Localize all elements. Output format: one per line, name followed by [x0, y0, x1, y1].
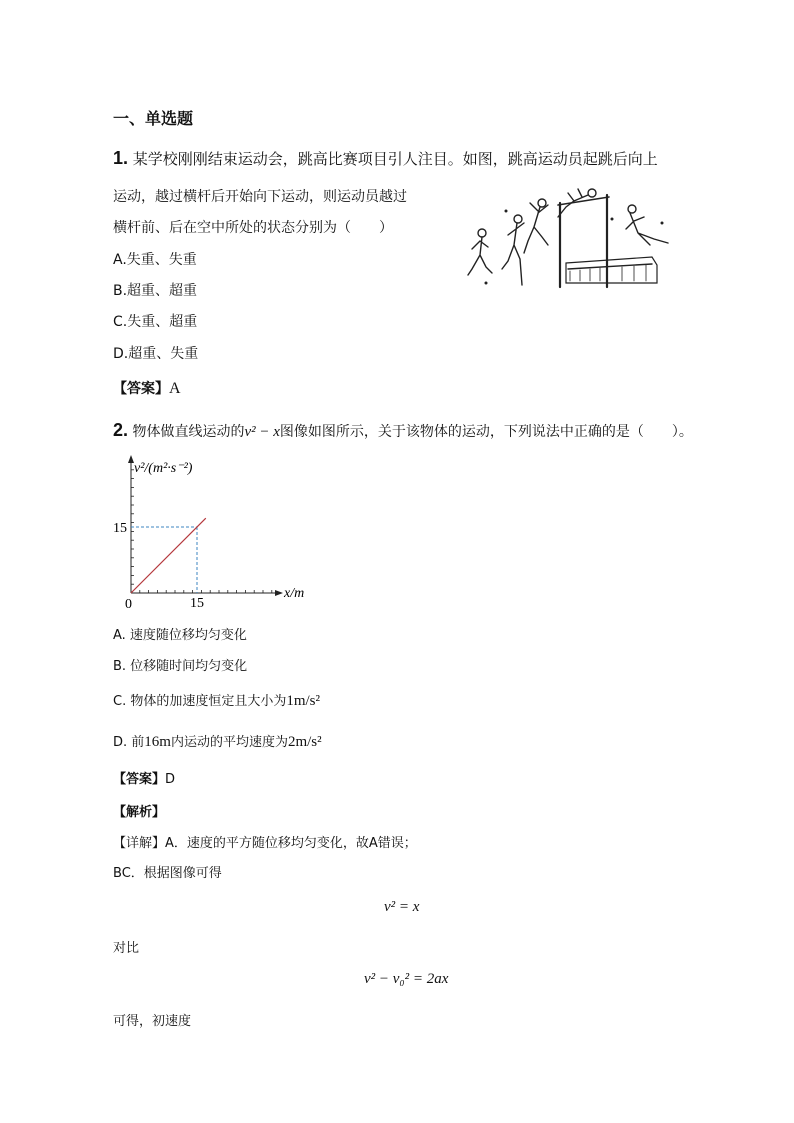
v2-x-chart: [110, 450, 330, 615]
q2-detail-a: 【详解】A．速度的平方随位移均匀变化，故A错误；: [113, 836, 417, 851]
q1-answer: [113, 378, 181, 398]
q1-stem-text1: 某学校刚刚结束运动会，跳高比赛项目引人注目。如图，跳高运动员起跳后向上: [132, 150, 658, 168]
chart-x-axis-arrow: [275, 590, 283, 596]
q2-option-d-mid-text: 内运动的平均速度为: [170, 735, 288, 750]
q2-option-c-value: 1m/s²: [286, 693, 321, 709]
q2-option-c-text: C. 物体的加速度恒定且大小为: [113, 694, 287, 709]
q2-analysis-label: [113, 801, 165, 820]
q2-stem-before: 物体做直线运动的: [132, 424, 245, 440]
q2-answer-value: D: [165, 772, 176, 787]
q2-equation-1: v² = x: [384, 899, 420, 915]
q2-option-a: A. 速度随位移均匀变化: [113, 628, 247, 643]
q1-stem-line3: 横杆前、后在空中所处的状态分别为（ ）: [113, 220, 393, 236]
q1-option-d: D.超重、失重: [113, 346, 199, 362]
section-title: 一、单选题: [113, 109, 194, 128]
chart-y-tick-label: 15: [113, 521, 127, 536]
q1-option-a: A.失重、失重: [113, 252, 197, 268]
q2-equation-2: v² − v₀² = 2ax: [364, 971, 449, 987]
chart-origin-label: 0: [125, 597, 132, 612]
q2-option-d-value: 2m/s²: [287, 734, 322, 750]
q2-option-c: [113, 690, 320, 710]
q2-answer-label: 【答案】: [113, 772, 166, 787]
q2-option-b: B. 位移随时间均匀变化: [113, 659, 248, 674]
q1-number: 1.: [113, 148, 129, 168]
q2-number: 2.: [113, 420, 129, 440]
q1-option-b: B.超重、超重: [113, 283, 198, 299]
q1-answer-label: 【答案】: [113, 381, 169, 397]
q2-stem: [113, 420, 693, 441]
q1-stem-line1: [113, 148, 658, 169]
q2-option-d: [113, 731, 322, 751]
chart-xlabel: x/m: [284, 586, 305, 601]
chart-series-line: [131, 518, 206, 593]
q2-analysis-label-text: 【解析】: [113, 805, 166, 820]
q2-answer: [113, 768, 175, 787]
q2-option-d-distance: 16m: [144, 734, 171, 750]
q1-answer-value: A: [169, 380, 181, 397]
q2-stem-math: v² − x: [244, 424, 280, 440]
q2-compare: 对比: [113, 941, 140, 956]
q2-stem-after: 图像如图所示，关于该物体的运动，下列说法中正确的是（ ）。: [279, 424, 693, 440]
q1-stem-line2: 运动，越过横杆后开始向下运动，则运动员越过: [113, 189, 407, 205]
q2-option-d-text: D. 前: [113, 735, 145, 750]
chart-ylabel: v²/(m²·s⁻²): [134, 461, 193, 476]
q2-initial-velocity: 可得，初速度: [113, 1014, 192, 1029]
q2-detail-bc: BC．根据图像可得: [113, 866, 222, 881]
q1-option-c: C.失重、超重: [113, 314, 198, 330]
chart-x-tick-label: 15: [190, 596, 204, 611]
high-jump-illustration: [462, 183, 672, 293]
